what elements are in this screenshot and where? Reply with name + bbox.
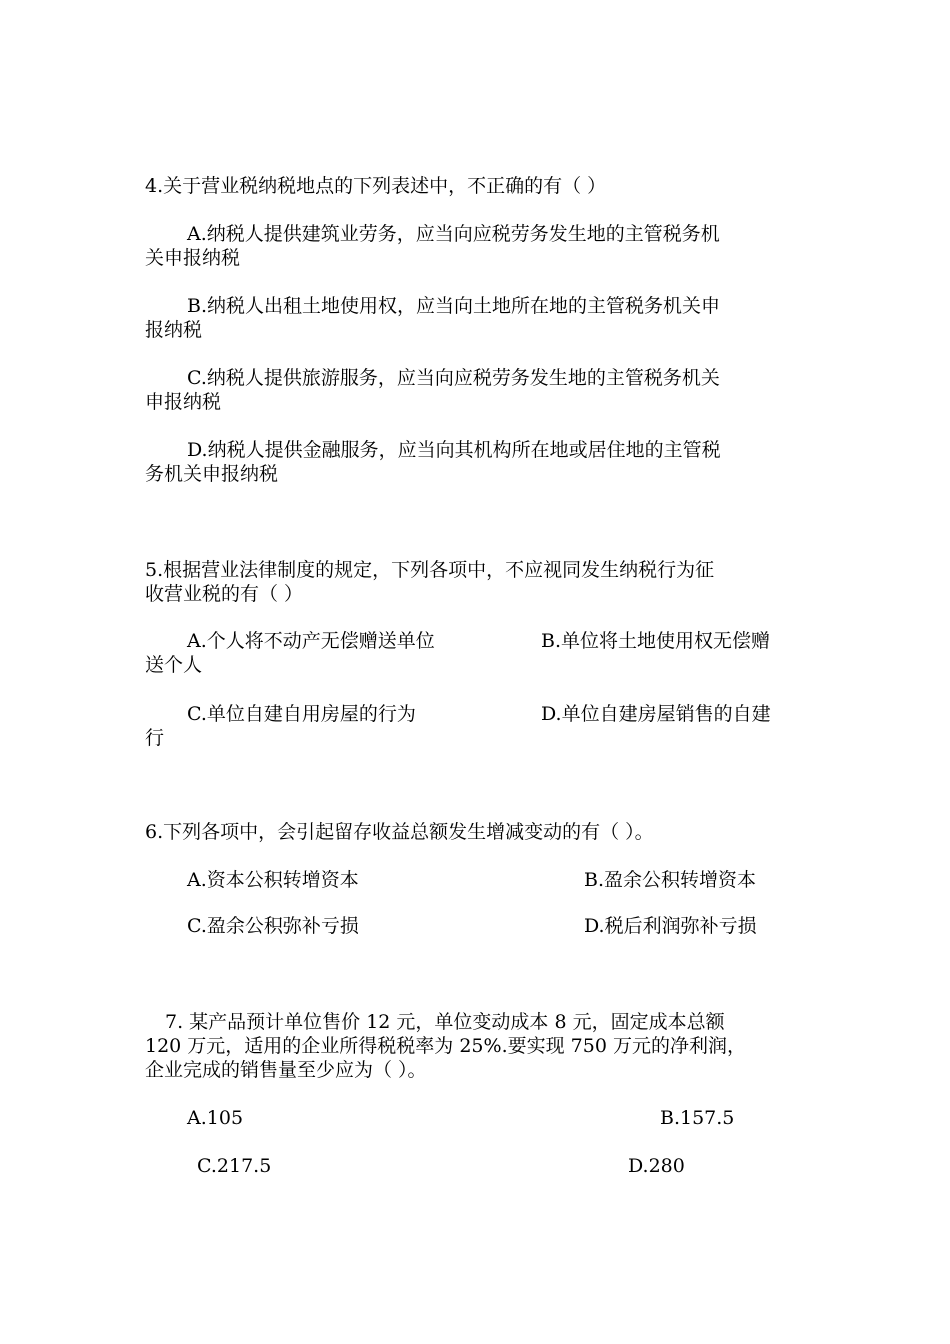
stem-line: 5.根据营业法律制度的规定，下列各项中，不应视同发生纳税行为征: [145, 559, 715, 581]
question-6-option-c: C.盈余公积弥补亏损: [187, 915, 359, 937]
stem-line: 7. 某产品预计单位售价 12 元，单位变动成本 8 元，固定成本总额: [165, 1011, 725, 1033]
stem-line: 收营业税的有（ ）: [145, 583, 304, 605]
question-5-option-d: D.单位自建房屋销售的自建: [541, 703, 771, 725]
question-5-option-d-continued: 行: [145, 727, 165, 749]
stem-line: 120 万元，适用的企业所得税税率为 25%.要实现 750 万元的净利润，: [145, 1035, 746, 1057]
question-7-option-a: A.105: [187, 1107, 244, 1129]
stem-line: 企业完成的销售量至少应为（ ）。: [145, 1059, 427, 1081]
option-line: 务机关申报纳税: [145, 463, 279, 485]
question-4-option-b: [145, 294, 720, 342]
question-4-option-a: [145, 222, 720, 270]
question-5-option-c: C.单位自建自用房屋的行为: [187, 703, 416, 725]
option-line: D.纳税人提供金融服务，应当向其机构所在地或居住地的主管税: [187, 439, 721, 461]
question-6-option-a: A.资本公积转增资本: [187, 869, 359, 891]
question-7-option-b: B.157.5: [660, 1107, 735, 1129]
question-4-option-c: [145, 366, 720, 414]
option-line: 申报纳税: [145, 391, 222, 413]
option-line: B.纳税人出租土地使用权，应当向土地所在地的主管税务机关申: [187, 295, 721, 317]
question-5-option-b-continued: 送个人: [145, 654, 203, 676]
option-line: 关申报纳税: [145, 247, 241, 269]
question-4-stem: 4.关于营业税纳税地点的下列表述中，不正确的有（ ）: [145, 175, 607, 197]
question-7-option-c: C.217.5: [197, 1155, 272, 1177]
question-7-option-d: D.280: [628, 1155, 685, 1177]
question-7-stem: [145, 1010, 746, 1082]
question-6-option-d: D.税后利润弥补亏损: [584, 915, 757, 937]
option-line: A.纳税人提供建筑业劳务，应当向应税劳务发生地的主管税务机: [187, 223, 720, 245]
question-5-option-a: A.个人将不动产无偿赠送单位: [187, 630, 435, 652]
option-line: 报纳税: [145, 319, 203, 341]
question-5-stem: [145, 558, 714, 606]
question-6-option-b: B.盈余公积转增资本: [584, 869, 757, 891]
question-6-stem: 6.下列各项中，会引起留存收益总额发生增减变动的有（ ）。: [145, 821, 654, 843]
question-4-option-d: [145, 438, 721, 486]
question-5-option-b: B.单位将土地使用权无偿赠: [541, 630, 771, 652]
option-line: C.纳税人提供旅游服务，应当向应税劳务发生地的主管税务机关: [187, 367, 720, 389]
